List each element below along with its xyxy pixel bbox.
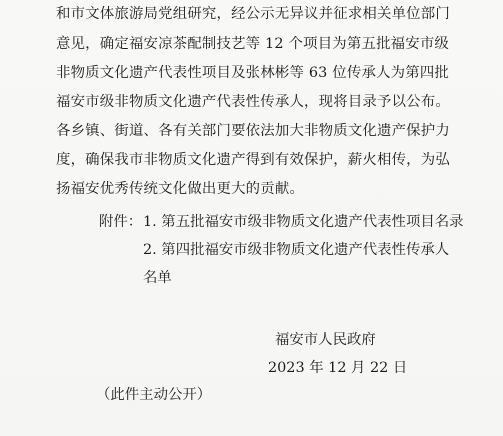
body-line-4: 福安市级非物质文化遗产代表性传承人，现将目录予以公布。 bbox=[56, 94, 450, 110]
attachment-item-2: 2. 第四批福安市级非物质文化遗产代表性传承人 bbox=[143, 242, 450, 258]
disclosure-note: （此件主动公开） bbox=[96, 387, 212, 403]
body-line-3: 非物质文化遗产代表性项目及张林彬等 63 位传承人为第四批 bbox=[56, 65, 450, 81]
attachment-item-1: 1. 第五批福安市级非物质文化遗产代表性项目名录 bbox=[143, 214, 464, 230]
body-line-5: 各乡镇、街道、各有关部门要依法加大非物质文化遗产保护力 bbox=[56, 123, 450, 139]
body-line-1: 和市文体旅游局党组研究，经公示无异议并征求相关单位部门 bbox=[56, 6, 450, 22]
issuer-name: 福安市人民政府 bbox=[275, 332, 376, 348]
body-line-2: 意见，确定福安凉茶配制技艺等 12 个项目为第五批福安市级 bbox=[56, 36, 450, 52]
issue-date: 2023 年 12 月 22 日 bbox=[268, 360, 408, 376]
body-line-7: 扬福安优秀传统文化做出更大的贡献。 bbox=[56, 181, 305, 197]
body-line-6: 度，确保我市非物质文化遗产得到有效保护，薪火相传，为弘 bbox=[56, 152, 450, 168]
attachment-item-2-continued: 名单 bbox=[143, 270, 172, 286]
attachments-label: 附件： bbox=[99, 214, 143, 230]
